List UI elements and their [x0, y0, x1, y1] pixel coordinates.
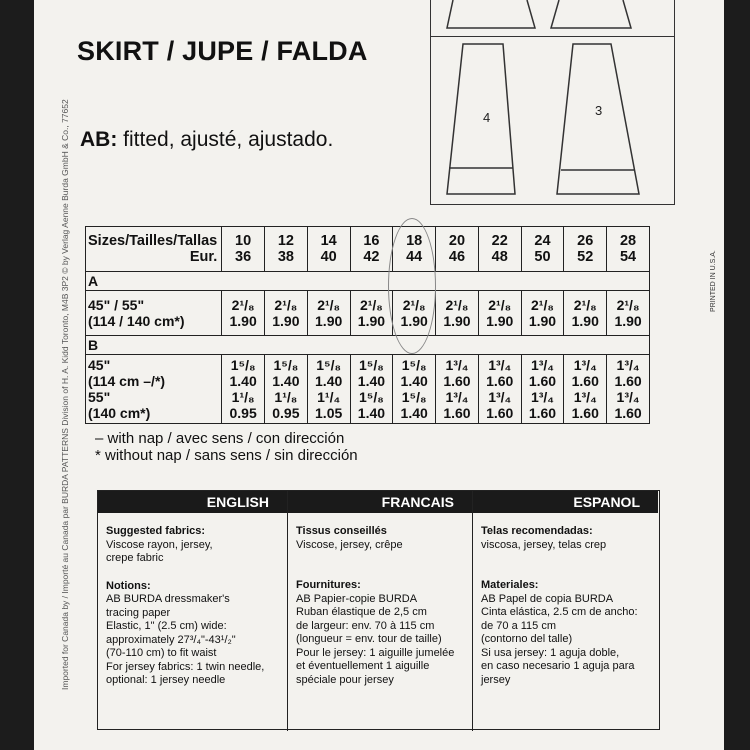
row-a-cell: 2¹/₈ 1.90 — [521, 291, 564, 336]
row-b-cell: 1⁵/₈ 1.40 1¹/₈ 0.95 — [265, 355, 308, 424]
row-b-cell: 1³/₄ 1.60 1³/₄ 1.60 — [607, 355, 650, 424]
row-a-cell: 2¹/₈ 1.90 — [607, 291, 650, 336]
without-nap-note: * without nap / sans sens / sin dirección — [95, 447, 358, 464]
espanol-notions-line: Si usa jersey: 1 aguja doble, — [481, 646, 620, 659]
francais-column — [288, 491, 473, 731]
size-circle-mark — [388, 218, 436, 354]
size-chart — [85, 226, 650, 424]
printed-in-label: PRINTED IN U.S.A. — [710, 250, 717, 312]
english-fabrics-line: crepe fabric — [106, 552, 164, 564]
page-title: SKIRT / JUPE / FALDA — [77, 36, 368, 66]
row-b-cell: 1⁵/₈ 1.40 1⁵/₈ 1.40 — [350, 355, 393, 424]
size-cell: 12 38 — [265, 227, 308, 272]
espanol-notions-line: jersey — [481, 673, 511, 686]
francais-fabrics-heading: Tissus conseillés — [296, 525, 387, 537]
size-cell: 24 50 — [521, 227, 564, 272]
row-b-cell: 1³/₄ 1.60 1³/₄ 1.60 — [564, 355, 607, 424]
english-notions-line: (70-110 cm) to fit waist — [106, 647, 217, 659]
espanol-header: ESPANOL — [473, 491, 658, 513]
english-notions-line: tracing paper — [106, 606, 171, 619]
english-notions-line: For jersey fabrics: 1 twin needle, — [106, 660, 265, 673]
francais-notions-line: Pour le jersey: 1 aiguille jumelée — [296, 646, 455, 659]
francais-notions-line: spéciale pour jersey — [296, 673, 394, 686]
language-boxes — [97, 490, 660, 730]
view-3-label: 3 — [595, 103, 603, 118]
espanol-fabrics-heading: Telas recomendadas: — [481, 525, 593, 537]
size-cell: 18 44 — [393, 227, 436, 272]
francais-notions-heading: Fournitures: — [296, 579, 361, 591]
size-header-label: Sizes/Tailles/Tallas Eur. — [86, 227, 222, 272]
section-b-label: B — [86, 336, 650, 355]
row-b-cell: 1³/₄ 1.60 1³/₄ 1.60 — [436, 355, 479, 424]
row-a-cell: 2¹/₈ 1.90 — [265, 291, 308, 336]
row-a-label: 45" / 55" (114 / 140 cm*) — [86, 291, 222, 336]
row-a-cell: 2¹/₈ 1.90 — [222, 291, 265, 336]
francais-notions-line: (longueur = env. tour de taille) — [296, 633, 442, 645]
size-cell: 16 42 — [350, 227, 393, 272]
size-cell: 28 54 — [607, 227, 650, 272]
size-header-row — [86, 227, 650, 272]
espanol-notions-line: AB Papel de copia BURDA — [481, 592, 614, 605]
subtitle-text: fitted, ajusté, ajustado. — [117, 128, 334, 151]
view-4-label: 4 — [483, 110, 491, 125]
yardage-table — [85, 226, 650, 424]
row-b-cell: 1³/₄ 1.60 1³/₄ 1.60 — [521, 355, 564, 424]
size-cell: 22 48 — [478, 227, 521, 272]
espanol-notions-line: en caso necesario 1 aguja para — [481, 660, 635, 672]
english-notions-line: optional: 1 jersey needle — [106, 674, 226, 686]
english-notions-line: approximately 27³/₄"-43¹/₂" — [106, 633, 236, 646]
row-b-cell: 1³/₄ 1.60 1³/₄ 1.60 — [478, 355, 521, 424]
espanol-fabrics-line: viscosa, jersey, telas crep — [481, 538, 607, 551]
skirt-drawings — [431, 0, 676, 205]
english-notions-line: AB BURDA dressmaker's — [106, 593, 230, 605]
row-b-label: 45" (114 cm –/*) 55" (140 cm*) — [86, 355, 222, 424]
row-b — [86, 355, 650, 424]
row-b-cell: 1⁵/₈ 1.40 1¹/₄ 1.05 — [307, 355, 350, 424]
english-fabrics-line: Viscose rayon, jersey, — [106, 538, 213, 551]
subtitle — [80, 128, 333, 152]
francais-notions-line: et éventuellement 1 aiguille — [296, 660, 430, 672]
francais-notions-line: Ruban élastique de 2,5 cm — [296, 606, 427, 618]
row-a-cell: 2¹/₈ 1.90 — [393, 291, 436, 336]
size-cell: 10 36 — [222, 227, 265, 272]
side-imprint: Imported for Canada by / Importé au Canada par BURDA PATTERNS Division of H. A. Kidd Toronto, M4B 3P2 © by Verlag Aenne Burda GmbH & Co., 77652 — [60, 99, 70, 690]
english-notions-heading: Notions: — [106, 579, 151, 592]
technical-drawing-box — [430, 0, 675, 205]
espanol-notions-line: Cinta elástica, 2.5 cm de ancho: — [481, 606, 638, 618]
row-b-cell: 1⁵/₈ 1.40 1⁵/₈ 1.40 — [393, 355, 436, 424]
section-a-row — [86, 272, 650, 291]
english-fabrics-heading: Suggested fabrics: — [106, 525, 206, 537]
size-cell: 14 40 — [307, 227, 350, 272]
size-cell: 20 46 — [436, 227, 479, 272]
row-a-cell: 2¹/₈ 1.90 — [436, 291, 479, 336]
espanol-notions-heading: Materiales: — [481, 579, 539, 591]
francais-notions-line: de largeur: env. 70 à 115 cm — [296, 619, 435, 632]
row-b-cell: 1⁵/₈ 1.40 1¹/₈ 0.95 — [222, 355, 265, 424]
espanol-notions-line: (contorno del talle) — [481, 633, 573, 645]
english-header: ENGLISH — [98, 491, 287, 513]
with-nap-note: – with nap / avec sens / con dirección — [95, 430, 345, 447]
francais-notions-line: AB Papier-copie BURDA — [296, 592, 418, 605]
francais-fabrics-line: Viscose, jersey, crêpe — [296, 538, 403, 551]
subtitle-prefix: AB: — [80, 128, 118, 151]
english-notions-line: Elastic, 1" (2.5 cm) wide: — [106, 620, 227, 632]
espanol-column — [473, 491, 658, 731]
english-column — [98, 491, 288, 731]
row-a-cell: 2¹/₈ 1.90 — [564, 291, 607, 336]
size-cell: 26 52 — [564, 227, 607, 272]
row-a-cell: 2¹/₈ 1.90 — [478, 291, 521, 336]
francais-header: FRANCAIS — [288, 491, 472, 513]
row-a-cell: 2¹/₈ 1.90 — [307, 291, 350, 336]
nap-notes — [95, 430, 358, 464]
row-a — [86, 291, 650, 336]
section-a-label: A — [86, 272, 650, 291]
section-b-row — [86, 336, 650, 355]
row-a-cell: 2¹/₈ 1.90 — [350, 291, 393, 336]
espanol-notions-line: de 70 a 115 cm — [481, 619, 557, 632]
